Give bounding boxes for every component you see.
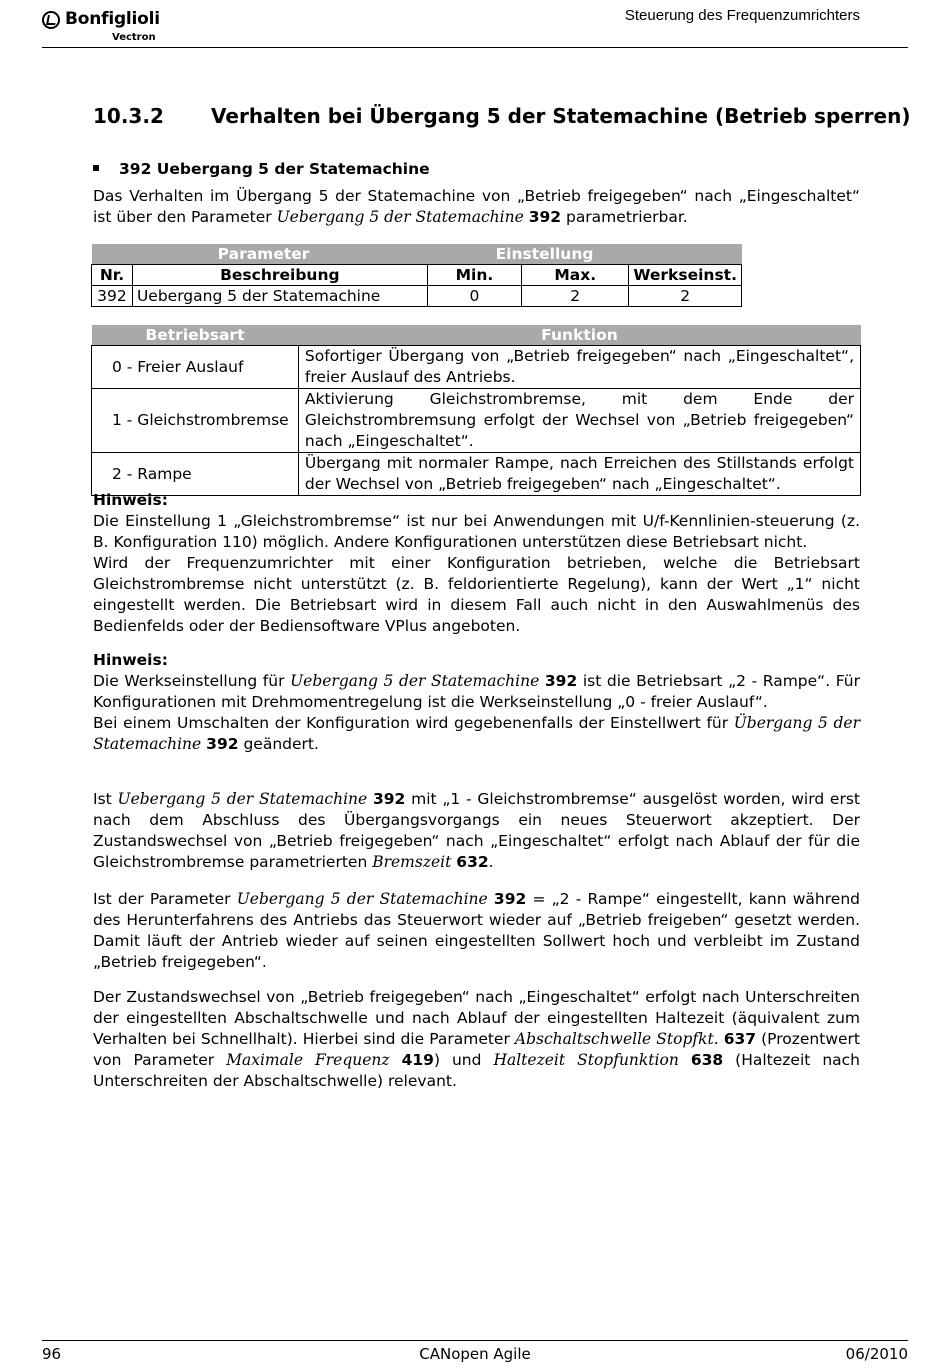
header-title: Steuerung des Frequenzumrichters xyxy=(624,7,860,24)
note-text: Die Einstellung 1 „Gleichstrombremse“ ist nur bei Anwendungen mit U/f-Kennlinien-steuerung (z. B. Konfiguration 110) möglich. Andere Konfigurationen unterstützen diese Betriebsart nicht. xyxy=(93,512,860,551)
section-number: 10.3.2 xyxy=(93,104,164,128)
param-number: 392 xyxy=(206,735,239,753)
parameter-table xyxy=(91,244,742,307)
note-text: Wird der Frequenzumrichter mit einer Konfiguration betrieben, welche die Betriebsart Gleichstrombremse nicht unterstützt (z. B. feldorientierte Regelung), kann der Wert „1“ nicht eingestellt werden. Die Betriebsart wird in diesem Fall auch nicht in den Auswahlmenüs des Bedienfelds oder der Bediensoftware VPlus angeboten. xyxy=(93,554,860,635)
brand-name: Bonfiglioli xyxy=(65,9,160,29)
cell-max: 2 xyxy=(522,286,629,307)
param-reference: Uebergang 5 der Statemachine xyxy=(290,672,540,690)
param-number: 637 xyxy=(723,1030,757,1048)
note-2 xyxy=(93,650,860,755)
param-number: 392 xyxy=(544,672,578,690)
footer-rule xyxy=(42,1340,908,1341)
cell-function: Übergang mit normaler Rampe, nach Erreichen des Stillstands erfolgt der Wechsel von „Betrieb freigegeben“ nach „Eingeschaltet“. xyxy=(298,453,860,496)
param-reference: Maximale Frequenz xyxy=(226,1051,390,1069)
col-header-mode: Betriebsart xyxy=(92,325,299,346)
cell-mode: 0 - Freier Auslauf xyxy=(92,346,299,389)
cell-description: Uebergang 5 der Statemachine xyxy=(132,286,427,307)
note-text: Bei einem Umschalten der Konfiguration wird gegebenenfalls der Einstellwert für Übergang 5 der Statemachine 392 geändert. xyxy=(93,714,860,753)
col-header-nr: Nr. xyxy=(92,265,133,286)
footer-product: CANopen Agile xyxy=(419,1345,531,1363)
cell-min: 0 xyxy=(427,286,521,307)
col-header-description: Beschreibung xyxy=(132,265,427,286)
param-reference: Haltezeit Stopfunktion xyxy=(493,1051,679,1069)
cell-mode: 2 - Rampe xyxy=(92,453,299,496)
cell-default: 2 xyxy=(629,286,742,307)
param-number: 392 xyxy=(372,790,406,808)
bullet-icon xyxy=(93,165,99,171)
param-reference: Uebergang 5 der Statemachine xyxy=(276,208,524,226)
brand-logo xyxy=(42,9,182,49)
section-heading xyxy=(93,104,911,128)
param-reference: Übergang 5 der Statemachine xyxy=(93,714,860,753)
cell-function: Sofortiger Übergang von „Betrieb freigegeben“ nach „Eingeschaltet“, freier Auslauf des Antriebs. xyxy=(298,346,860,389)
section-title: Verhalten bei Übergang 5 der Statemachine (Betrieb sperren) xyxy=(211,104,911,128)
group-header-parameter: Parameter xyxy=(92,244,522,265)
note-label: Hinweis: xyxy=(93,651,168,669)
param-number: 392 xyxy=(528,208,562,226)
param-number: 419 xyxy=(401,1051,434,1069)
param-number: 392 xyxy=(493,890,527,908)
subsection-title: 392 Uebergang 5 der Statemachine xyxy=(119,160,430,178)
header-rule xyxy=(42,47,908,48)
group-header-setting: Einstellung xyxy=(522,244,742,265)
note-text: Die Werkseinstellung für Uebergang 5 der Statemachine 392 ist die Betriebsart „2 - Rampe“. Für Konfigurationen mit Drehmomentregelung ist die Werkseinstellung „0 - freier Auslauf“. xyxy=(93,672,861,711)
page-number: 96 xyxy=(42,1345,62,1363)
note-1 xyxy=(93,490,860,637)
table-row xyxy=(92,286,742,307)
bonfiglioli-logo-icon xyxy=(42,11,60,29)
col-header-max: Max. xyxy=(522,265,629,286)
note-label: Hinweis: xyxy=(93,491,168,509)
param-reference: Abschaltschwelle Stopfkt. xyxy=(514,1030,719,1048)
param-reference: Bremszeit xyxy=(372,853,452,871)
table-row xyxy=(92,389,861,453)
paragraph: Ist der Parameter Uebergang 5 der Statemachine 392 = „2 - Rampe“ eingestellt, kann während des Herunterfahrens des Antriebs das Steuerwort wieder auf „Betrieb freigeben“ gesetzt werden. Damit läuft der Antrieb wieder auf seinen eingestellten Sollwert hoch und verbleibt im Zustand „Betrieb freigegeben“. xyxy=(93,890,860,971)
cell-function: Aktivierung Gleichstrombremse, mit dem Ende der Gleichstrombremsung erfolgt der Wechsel von „Betrieb freigegeben“ nach „Eingeschaltet“. xyxy=(298,389,860,453)
cell-nr: 392 xyxy=(92,286,133,307)
cell-mode: 1 - Gleichstrombremse xyxy=(92,389,299,453)
footer-date: 06/2010 xyxy=(845,1345,908,1363)
param-reference: Uebergang 5 der Statemachine xyxy=(117,790,368,808)
subsection-heading xyxy=(93,160,430,178)
paragraph: Der Zustandswechsel von „Betrieb freigegeben“ nach „Eingeschaltet“ erfolgt nach Unterschreiten der eingestellten Abschaltschwelle und nach Ablauf der eingestellten Haltezeit (äquivalent zum Verhalten bei Schnellhalt). Hierbei sind die Parameter Abschaltschwelle Stopfkt. 637 (Prozentwert von Parameter Maximale Frequenz 419) und Haltezeit Stopfunktion 638 (Haltezeit nach Unterschreiten der Abschaltschwelle) relevant. xyxy=(93,988,861,1090)
brand-subname: Vectron xyxy=(112,32,156,43)
param-reference: Uebergang 5 der Statemachine xyxy=(236,890,488,908)
param-number: 632 xyxy=(456,853,489,871)
paragraph: Ist Uebergang 5 der Statemachine 392 mit „1 - Gleichstrombremse“ ausgelöst worden, wird erst nach dem Abschluss des Übergangsvorgangs ein neues Steuerwort akzeptiert. Der Zustandswechsel von „Betrieb freigegeben“ nach „Eingeschaltet“ erfolgt nach Ablauf der für die Gleichstrombremse parametrierten Bremszeit 632. xyxy=(93,790,860,871)
mode-table xyxy=(91,325,861,496)
col-header-default: Werkseinst. xyxy=(629,265,742,286)
param-number: 638 xyxy=(690,1051,724,1069)
col-header-function: Funktion xyxy=(298,325,860,346)
col-header-min: Min. xyxy=(427,265,521,286)
table-row xyxy=(92,346,861,389)
intro-paragraph: Das Verhalten im Übergang 5 der Statemachine von „Betrieb freigegeben“ nach „Eingeschaltet“ ist über den Parameter Uebergang 5 der Statemachine 392 parametrierbar. xyxy=(93,187,860,226)
